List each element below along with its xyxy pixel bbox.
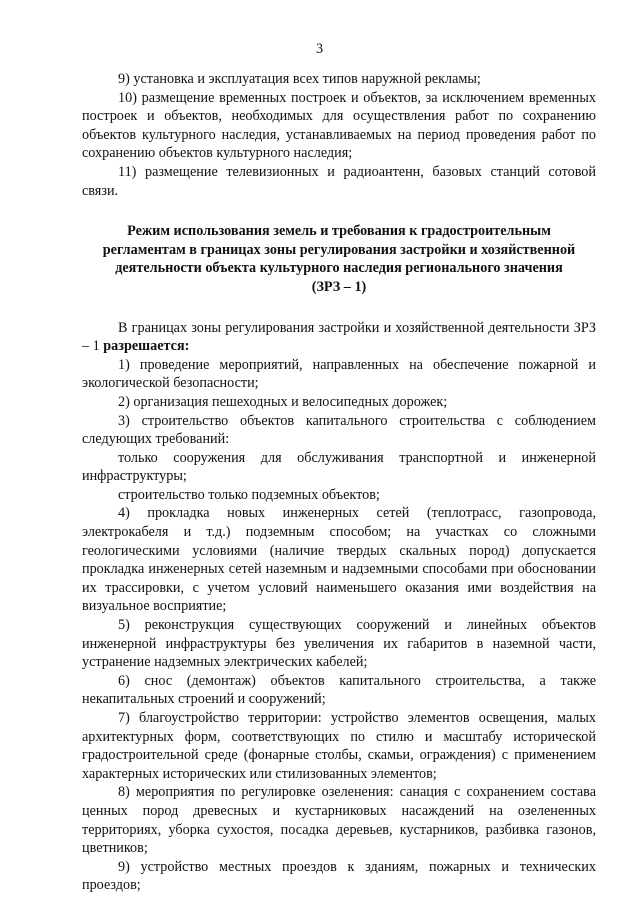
intro-text: В границах зоны регулирования застройки и хозяйственной деятельности ЗРЗ – 1	[82, 319, 596, 355]
list-item: 1) проведение мероприятий, направленных на обеспечение пожарной и экологической безопасности;	[82, 356, 596, 392]
list-item: 2) организация пешеходных и велосипедных дорожек;	[118, 393, 448, 410]
paragraph-item-11: 11) размещение телевизионных и радиоантенн, базовых станций сотовой связи.	[82, 163, 596, 199]
intro-bold: разрешается:	[103, 338, 190, 355]
list-item: 6) снос (демонтаж) объектов капитального строительства, а также некапитальных строений и сооружений;	[82, 672, 596, 708]
document-body	[82, 70, 596, 895]
section-heading	[82, 222, 596, 296]
list-item: 4) прокладка новых инженерных сетей (теплотрасс, газопровода, электрокабеля и т.д.) подземным способом; на участках со сложными геологическими условиями (наличие твердых скальных пород) допускается прокладка инженерных сетей наземным и надземными способами при обосновании их трассировки, с учетом условий наименьшего оказания ими воздействия на визуальное восприятие;	[82, 505, 596, 615]
list-item: строительство только подземных объектов;	[118, 486, 380, 503]
paragraph-item-9: 9) установка и эксплуатация всех типов наружной рекламы;	[118, 71, 481, 87]
intro-paragraph	[82, 319, 596, 356]
paragraph-item-10: 10) размещение временных построек и объектов, за исключением временных построек и объектов, необходимых для осуществления работ по сохранению объектов культурного наследия, устанавливаемых на период проведения работ по сохранению объектов культурного наследия;	[82, 89, 596, 162]
list-item: 8) мероприятия по регулировке озеленения: санация с сохранением состава ценных пород древесных и кустарниковых насаждений на озелененных территориях, уборка сухостоя, посадка деревьев, кустарников, разбивка газонов, цветников;	[82, 784, 596, 857]
page-number: 3	[315, 41, 324, 57]
list-item: 3) строительство объектов капитального строительства с соблюдением следующих требований:	[82, 412, 596, 448]
section-heading-text: Режим использования земель и требования к градостроительным регламентам в границах зоны регулирования застройки и хозяйственной деятельности объекта культурного наследия регионального значения	[102, 223, 576, 277]
list-item: 9) устройство местных проездов к зданиям, пожарных и технических проездов;	[82, 858, 596, 894]
section-heading-code: (ЗРЗ – 1)	[311, 278, 367, 295]
list-item: 5) реконструкция существующих сооружений и линейных объектов инженерной инфраструктуры без увеличения их габаритов в наземной части, устранение надземных электрических кабелей;	[82, 617, 596, 671]
list-item: 7) благоустройство территории: устройство элементов освещения, малых архитектурных форм, соответствующих по стилю и масштабу исторической градостроительной среде (фонарные столбы, скамьи, ограждения) с применением характерных исторических или стилизованных элементов;	[82, 710, 596, 782]
list-item: только сооружения для обслуживания транспортной и инженерной инфраструктуры;	[82, 449, 596, 485]
